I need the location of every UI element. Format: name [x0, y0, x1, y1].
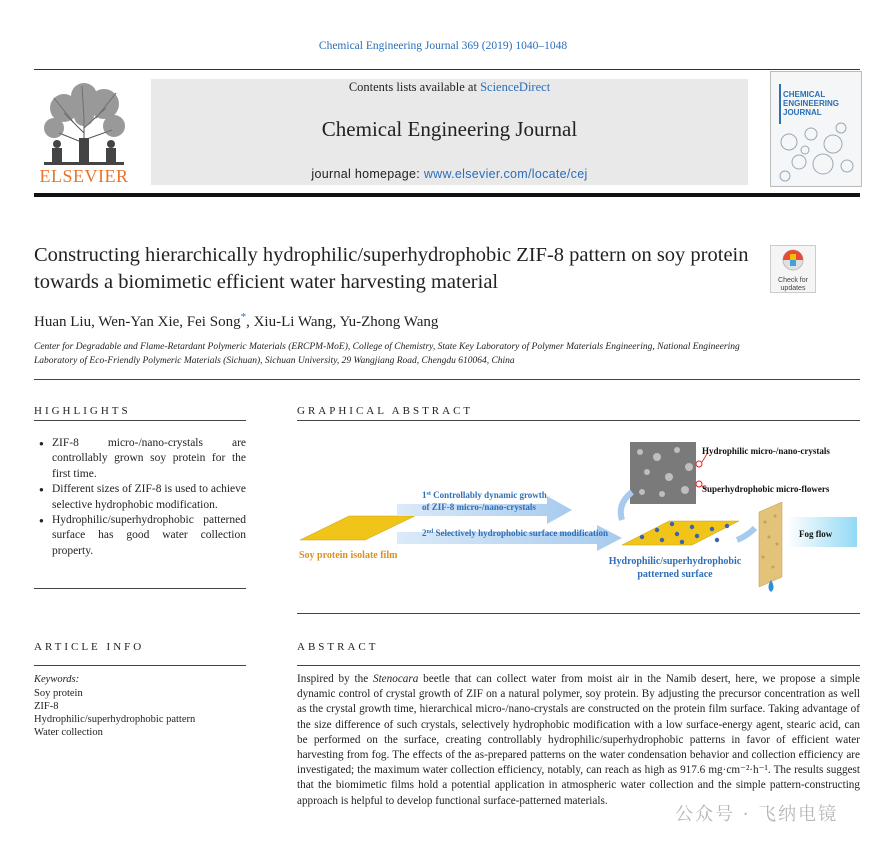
keyword-item: Water collection: [34, 727, 103, 738]
keywords-label: Keywords:: [34, 674, 80, 685]
check-for-updates-badge[interactable]: [770, 245, 816, 293]
fog-label: Fog flow: [799, 529, 833, 539]
graphical-abstract-rule: [297, 420, 860, 421]
journal-cover-thumbnail: [770, 71, 862, 187]
graphical-abstract-bottom-rule: [297, 613, 860, 614]
step1-label-line2: of ZIF-8 micro-/nano-crystals: [422, 502, 536, 512]
highlights-rule: [34, 420, 246, 421]
surface-label-2: patterned surface: [637, 569, 713, 580]
section-rule: [34, 379, 860, 380]
hydrophilic-label: Hydrophilic micro-/nano-crystals: [702, 446, 830, 456]
journal-citation[interactable]: Chemical Engineering Journal 369 (2019) 1040–1048: [318, 40, 568, 52]
highlight-item: ● Hydrophilic/superhydrophobic patterned surface has good water collection property.: [34, 513, 246, 559]
contents-prefix: Contents lists available at: [348, 80, 481, 94]
watermark: 公众号 · 飞纳电镜: [675, 804, 839, 825]
sciencedirect-link[interactable]: ScienceDirect: [480, 80, 551, 94]
graphical-abstract-figure: [297, 432, 860, 607]
crossmark-icon: [771, 246, 815, 272]
homepage-line: [151, 167, 748, 181]
journal-name: Chemical Engineering Journal: [321, 117, 578, 141]
highlight-item: ● ZIF-8 micro-/nano-crystals are controllably grown soy protein for the first time.: [34, 436, 246, 482]
header-top-rule: [34, 69, 860, 70]
article-title: Constructing hierarchically hydrophilic/superhydrophobic ZIF-8 pattern on soy protein towards a biomimetic efficient water harvesting material: [34, 244, 749, 293]
abstract-heading: ABSTRACT: [297, 641, 379, 653]
publisher-name: ELSEVIER: [39, 166, 129, 186]
film-label: Soy protein isolate film: [299, 550, 398, 561]
keyword-item: Soy protein: [34, 688, 83, 699]
apply-arrow: [737, 528, 755, 540]
affiliation: Center for Degradable and Flame-Retardant Polymeric Materials (ERCPM-MoE), College of Chemistry, State Key Laboratory of Polymer Materials Engineering, National Engineering Laboratory of Eco-Friendly Polymeric Materials (Sichuan), Sichuan University, 29 Wangjiang Road, Chengdu 610064, China: [34, 342, 740, 366]
superhydrophobic-label: Superhydrophobic micro-flowers: [702, 484, 830, 494]
authors-after: , Xiu-Li Wang, Yu-Zhong Wang: [246, 314, 439, 330]
header-bottom-rule: [34, 193, 860, 197]
crossmark-label: Check for updates: [778, 277, 808, 292]
abstract-post: beetle that can collect water from moist air in the Namib desert, here, we propose a simple dynamic control of crystal growth of ZIF on a natural polymer, soy protein. By adjusting the precursor concentration as well as the crystal growth time, hierarchical micro-/nano-crystals are constructed on the protein film surface. Taking advantage of the size difference of such crystals, selectively hydrophobic modification with a low surface-energy agent, stearic acid, can be performed on the surface, creating controllably hydrophilic/superhydrophobic patterns in favor of efficient water harvesting from fog. The effects of the as-prepared patterns on the water condensation behavior and collection efficiency are investigated; the maximum water collection efficiency, notably, can reach as high as 917.6 mg·cm⁻²·h⁻¹. The results suggest that the biomimetic films hold a potential application in atmospheric water collection and the simple pattern-constructing approach is helpful to develop functional surface-patterned materials.: [297, 673, 861, 807]
homepage-prefix: journal homepage:: [311, 167, 424, 181]
article-info-rule: [34, 665, 246, 666]
homepage-link[interactable]: www.elsevier.com/locate/cej: [423, 167, 588, 181]
zoom-arrow: [621, 492, 632, 520]
step2-label: 2nd Selectively hydrophobic surface modification: [422, 528, 609, 538]
step1-label: 1st Controllably dynamic growth: [422, 490, 547, 500]
abstract-text: [297, 672, 860, 809]
highlights-list: [34, 436, 246, 559]
article-info-heading: ARTICLE INFO: [34, 641, 145, 653]
cover-title: CHEMICAL ENGINEERING JOURNAL: [783, 90, 840, 117]
keyword-item: ZIF-8: [34, 701, 59, 712]
abstract-rule: [297, 665, 860, 666]
authors-before: Huan Liu, Wen-Yan Xie, Fei Song: [34, 314, 241, 330]
graphical-abstract-heading: GRAPHICAL ABSTRACT: [297, 405, 474, 417]
surface-label-1: Hydrophilic/superhydrophobic: [608, 556, 742, 567]
collector-panel: [759, 502, 782, 587]
contents-line: [151, 80, 748, 95]
abstract-pre: Inspired by the: [297, 673, 373, 685]
keyword-item: Hydrophilic/superhydrophobic pattern: [34, 714, 196, 725]
author-list: [34, 311, 438, 331]
highlights-heading: HIGHLIGHTS: [34, 405, 131, 417]
highlight-item: ● Different sizes of ZIF-8 is used to achieve selective hydrophobic modification.: [34, 482, 246, 513]
abstract-species: Stenocara: [372, 673, 419, 685]
highlights-bottom-rule: [34, 588, 246, 589]
hydrophilic-marker: [696, 461, 702, 467]
corresponding-author-mark[interactable]: *: [240, 311, 247, 323]
